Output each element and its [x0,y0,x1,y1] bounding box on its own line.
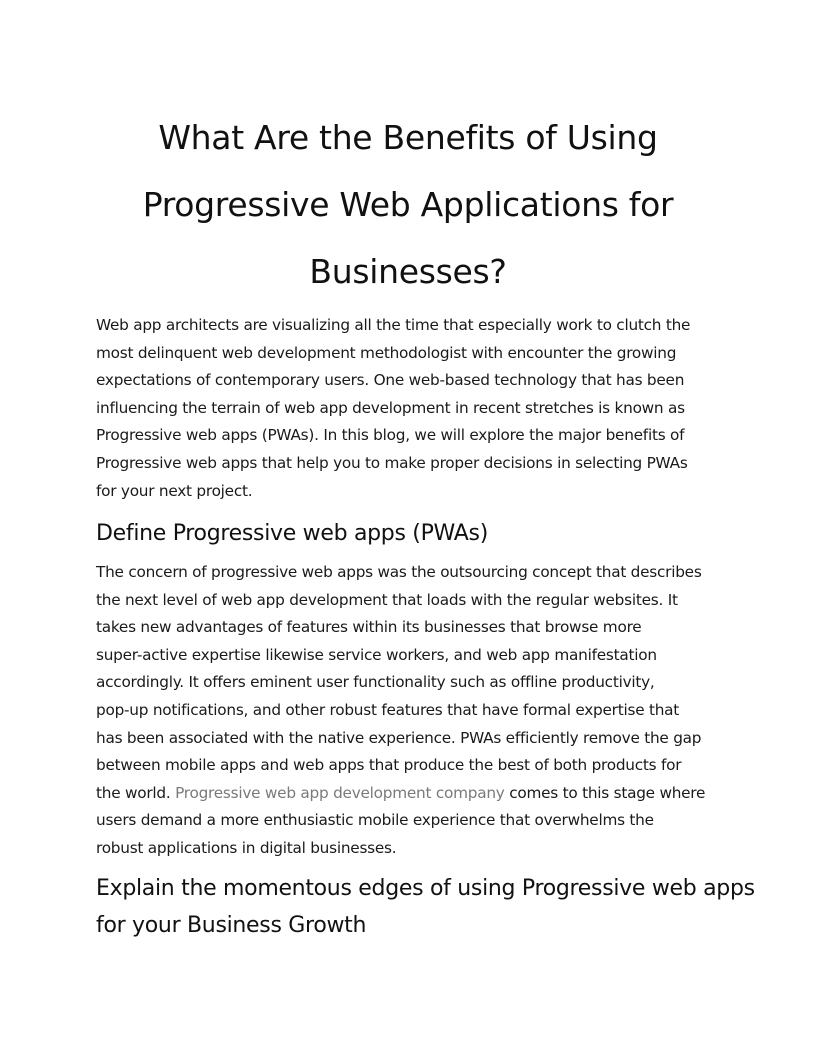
paragraph-line: super-active expertise likewise service workers, and web app manifestation [96,645,657,664]
paragraph-line: has been associated with the native experience. PWAs efficiently remove the gap [96,728,702,747]
paragraph-line: Progressive web apps that help you to make proper decisions in selecting PWAs [96,453,688,472]
section-heading-benefits [96,870,755,944]
title-line: What Are the Benefits of Using [158,118,658,157]
page-title [96,104,720,305]
paragraph-line: takes new advantages of features within its businesses that browse more [96,618,642,637]
paragraph-line: most delinquent web development methodologist with encounter the growing [96,343,677,362]
paragraph-line: the next level of web app development that loads with the regular websites. It [96,590,678,609]
paragraph-line: Progressive web apps (PWAs). In this blog, we will explore the major benefits of [96,426,685,445]
paragraph-line: The concern of progressive web apps was the outsourcing concept that describes [96,563,702,581]
pwa-development-company-link[interactable]: Progressive web app development company [175,783,505,802]
paragraph-line: robust applications in digital businesses. [96,838,397,857]
paragraph-line: users demand a more enthusiastic mobile experience that overwhelms the [96,811,654,830]
section-heading-define-pwa: Define Progressive web apps (PWAs) [96,521,488,546]
paragraph-line: influencing the terrain of web app development in recent stretches is known as [96,398,685,417]
intro-paragraph [96,312,726,505]
paragraph-line: for your next project. [96,481,253,500]
define-pwa-paragraph [96,559,726,863]
link-line-suffix: comes to this stage where [504,783,706,802]
heading-line: Explain the momentous edges of using Progressive web apps [96,876,755,901]
paragraph-line: expectations of contemporary users. One web-based technology that has been [96,371,685,390]
heading-line: for your Business Growth [96,913,367,938]
paragraph-line: accordingly. It offers eminent user functionality such as offline productivity, [96,673,655,692]
paragraph-line: pop-up notifications, and other robust features that have formal expertise that [96,700,680,719]
title-line: Businesses? [309,252,507,291]
paragraph-line-with-link [96,780,726,808]
paragraph-line: Web app architects are visualizing all the time that especially work to clutch the [96,316,691,334]
paragraph-line: between mobile apps and web apps that produce the best of both products for [96,756,682,775]
title-line: Progressive Web Applications for [142,185,674,224]
link-line-prefix: the world. [96,783,176,802]
